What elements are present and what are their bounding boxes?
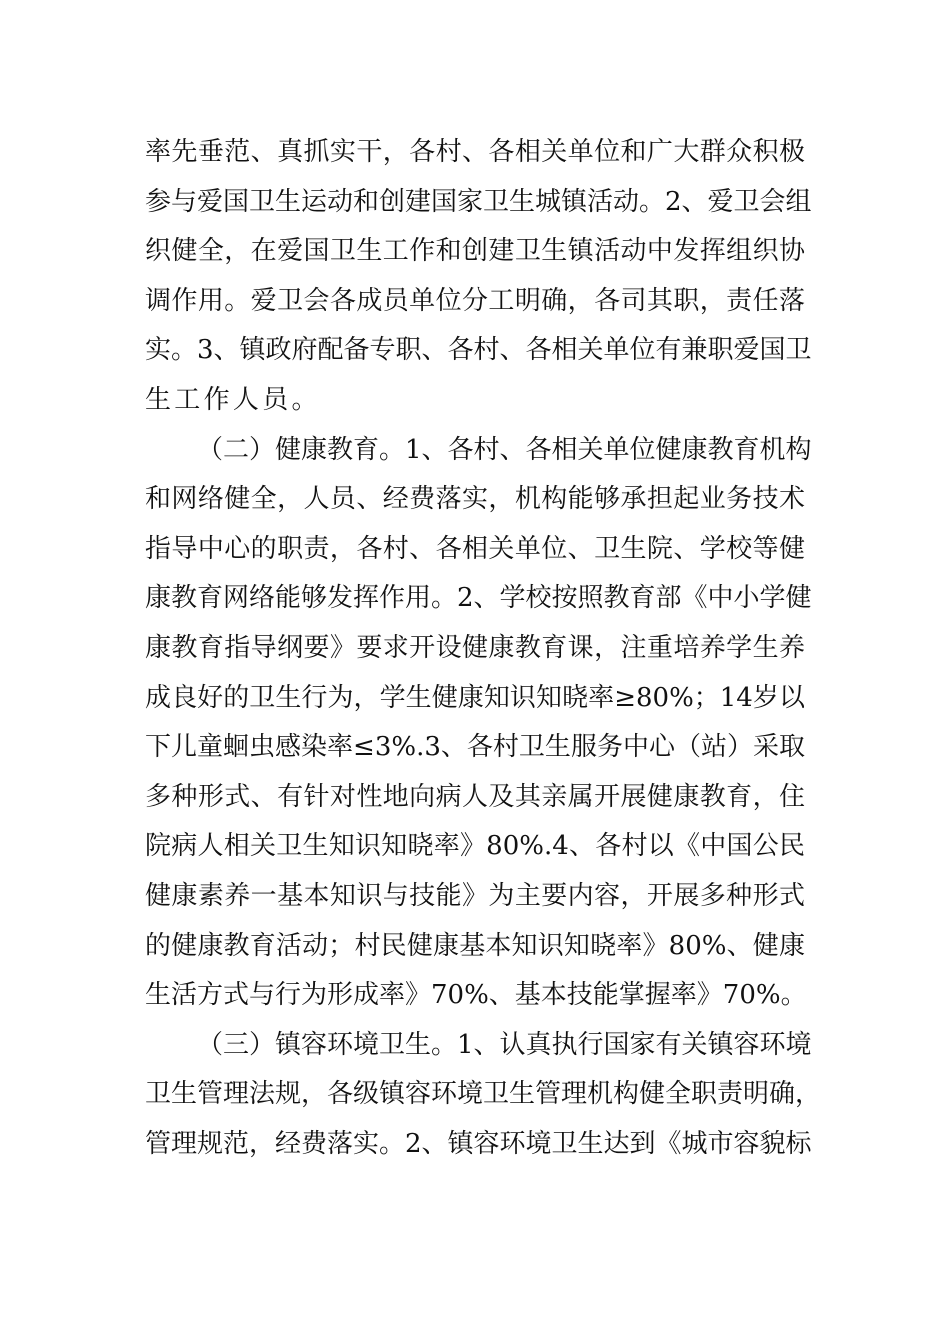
text-line: 生工作人员。 bbox=[145, 384, 321, 415]
text-line: 健康素养一基本知识与技能》为主要内容，开展多种形式 bbox=[145, 880, 805, 911]
text-line: 调作用。爱卫会各成员单位分工明确，各司其职，责任落 bbox=[145, 285, 805, 316]
text-line: 织健全，在爱国卫生工作和创建卫生镇活动中发挥组织协 bbox=[145, 236, 805, 267]
text-line: 康教育指导纲要》要求开设健康教育课，注重培养学生养 bbox=[145, 632, 805, 663]
section-heading-line: （三）镇容环境卫生。1、认真执行国家有关镇容环境 bbox=[197, 1029, 812, 1060]
text-line: 率先垂范、真抓实干，各村、各相关单位和广大群众积极 bbox=[145, 137, 805, 167]
text-line: 下儿童蛔虫感染率≤3%.3、各村卫生服务中心（站）采取 bbox=[145, 732, 805, 763]
text-line: 多种形式、有针对性地向病人及其亲属开展健康教育，住 bbox=[145, 781, 805, 812]
text-line: 卫生管理法规，各级镇容环境卫生管理机构健全职责明确， bbox=[145, 1079, 822, 1110]
text-line: 参与爱国卫生运动和创建国家卫生城镇活动。2、爱卫会组 bbox=[145, 186, 812, 217]
section-heading-line: （二）健康教育。1、各村、各相关单位健康教育机构 bbox=[197, 434, 812, 465]
body-text bbox=[145, 128, 822, 1169]
text-line: 实。3、镇政府配备专职、各村、各相关单位有兼职爱国卫 bbox=[145, 335, 812, 366]
text-line: 院病人相关卫生知识知晓率》80%.4、各村以《中国公民 bbox=[145, 831, 805, 862]
text-line: 的健康教育活动；村民健康基本知识知晓率》80%、健康 bbox=[145, 930, 805, 961]
text-line: 康教育网络能够发挥作用。2、学校按照教育部《中小学健 bbox=[145, 583, 812, 614]
text-line: 管理规范，经费落实。2、镇容环境卫生达到《城市容貌标 bbox=[145, 1128, 812, 1159]
text-line: 和网络健全，人员、经费落实，机构能够承担起业务技术 bbox=[145, 484, 805, 515]
text-line: 成良好的卫生行为，学生健康知识知晓率≥80%；14岁以 bbox=[145, 682, 805, 713]
text-line: 指导中心的职责，各村、各相关单位、卫生院、学校等健 bbox=[145, 533, 805, 564]
text-line: 生活方式与行为形成率》70%、基本技能掌握率》70%。 bbox=[145, 980, 807, 1011]
